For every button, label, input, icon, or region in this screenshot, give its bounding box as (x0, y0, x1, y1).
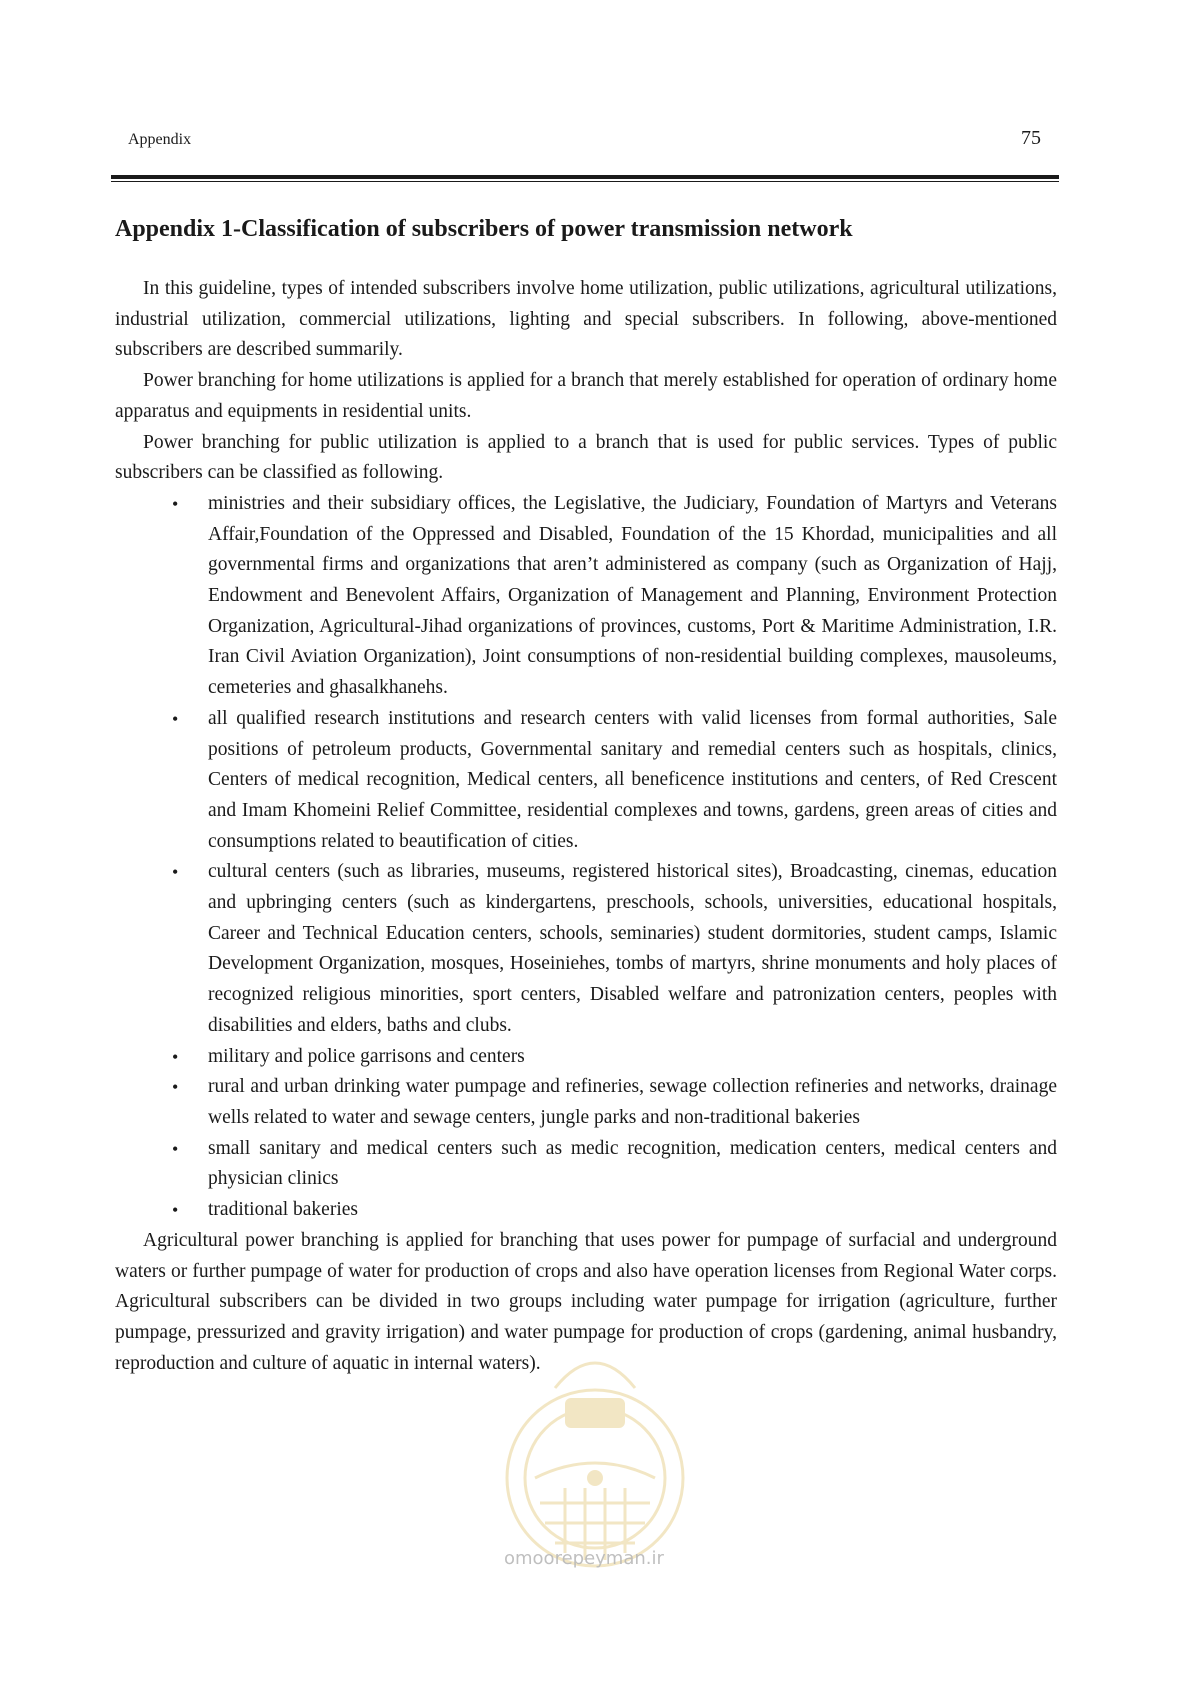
public-utilization-paragraph: Power branching for public utilization is applied to a branch that is used for public services. Types of public subscribers can be classified as following. (115, 431, 1057, 484)
list-item (172, 1042, 1057, 1073)
list-item (172, 857, 1057, 1041)
list-item-text: military and police garrisons and centers (208, 1045, 525, 1067)
list-item-text: all qualified research institutions and research centers with valid licenses from formal authorities, Sale positions of petroleum products, Governmental sanitary and remedial centers such as hospitals, clinics, Centers of medical recognition, Medical centers, all beneficence institutions and centers, of Red Crescent and Imam Khomeini Relief Committee, residential complexes and towns, gardens, green areas of cities and consumptions related to beautification of cities. (208, 707, 1057, 852)
agricultural-utilization-paragraph: Agricultural power branching is applied for branching that uses power for pumpage of surfacial and underground waters or further pumpage of water for production of crops and also have operation licenses from Regional Water corps. Agricultural subscribers can be divided in two groups including water pumpage for irrigation (agriculture, further pumpage, pressurized and gravity irrigation) and water pumpage for production of crops (gardening, animal husbandry, reproduction and culture of aquatic in internal waters). (115, 1229, 1057, 1374)
header-rule-thin (111, 181, 1059, 182)
intro-paragraph: In this guideline, types of intended subscribers involve home utilization, public utilizations, agricultural utilizations, industrial utilization, commercial utilizations, lighting and special subscribers. In following, above-mentioned subscribers are described summarily. (115, 278, 1057, 361)
list-item (172, 1134, 1057, 1195)
body-text (115, 274, 1057, 1379)
bullet-icon: • (172, 1138, 179, 1159)
bullet-icon: • (172, 862, 179, 883)
watermark-text: omoorepeyman.ir (504, 1548, 664, 1569)
list-item (172, 489, 1057, 704)
appendix-title: Appendix 1-Classification of subscribers of power transmission network (115, 216, 853, 242)
public-subscribers-list (115, 489, 1057, 1226)
list-item (172, 704, 1057, 858)
running-head: Appendix (128, 131, 192, 148)
bullet-icon: • (172, 1200, 179, 1221)
list-item-text: ministries and their subsidiary offices, the Legislative, the Judiciary, Foundation of Martyrs and Veterans Affair,Foundation of the Oppressed and Disabled, Foundation of the 15 Khordad, municipalities and all governmental firms and organizations that aren’t administered as company (such as Organization of Hajj, Endowment and Benevolent Affairs, Organization of Management and Planning, Environment Protection Organization, Agricultural-Jihad organizations of provinces, customs, Port & Maritime Administration, I.R. Iran Civil Aviation Organization), Joint consumptions of non-residential building complexes, mausoleums, cemeteries and ghasalkhanehs. (208, 492, 1057, 699)
list-item-text: rural and urban drinking water pumpage and refineries, sewage collection refineries and networks, drainage wells related to water and sewage centers, jungle parks and non-traditional bakeries (208, 1076, 1057, 1128)
home-utilization-paragraph: Power branching for home utilizations is applied for a branch that merely established for operation of ordinary home apparatus and equipments in residential units. (115, 370, 1057, 422)
bullet-icon: • (172, 1046, 179, 1067)
bullet-icon: • (172, 493, 179, 514)
header-rule-thick (111, 175, 1059, 179)
list-item-text: cultural centers (such as libraries, museums, registered historical sites), Broadcasting, cinemas, education and upbringing centers (such as kindergartens, preschools, schools, universities, educational hospitals, Career and Technical Education centers, schools, seminaries) student dormitories, student camps, Islamic Development Organization, mosques, Hoseiniehes, tombs of martyrs, shrine monuments and holy places of recognized religious minorities, sport centers, Disabled welfare and patronization centers, peoples with disabilities and elders, baths and clubs. (208, 861, 1057, 1036)
bullet-icon: • (172, 1077, 179, 1098)
bullet-icon: • (172, 708, 179, 729)
list-item-text: small sanitary and medical centers such as medic recognition, medication centers, medical centers and physician clinics (208, 1137, 1057, 1190)
list-item (172, 1072, 1057, 1133)
list-item-text: traditional bakeries (208, 1199, 358, 1221)
page-number: 75 (1021, 127, 1041, 149)
list-item (172, 1195, 1057, 1226)
